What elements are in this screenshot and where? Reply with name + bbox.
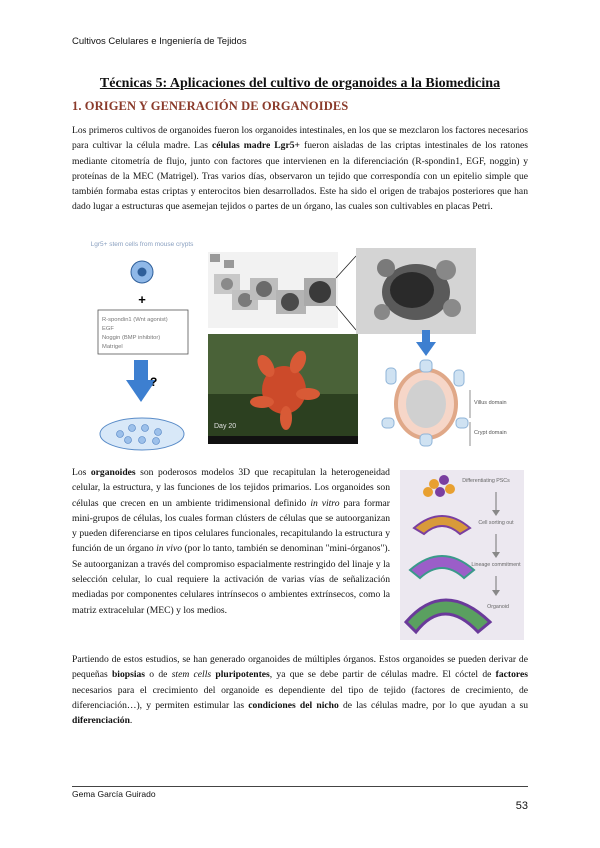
footer-divider [72, 786, 528, 787]
organoid-generation-figure [90, 234, 520, 460]
organoid-self-organization-figure [400, 470, 524, 640]
paragraph-3 [72, 652, 528, 728]
para1-text-2: fueron aisladas de las criptas intestinales de los ratones mediante citometría de flujo, junto con factores que intervienen en la diferenciación (R-spondin1, EGF, noggin) y proteínas de la MEC (Matrigel). Tras varios días, observaron un tejido que correspondía con un epitelio simple que también formaba estas criptas y enterocitos bien desarrollados. Este ha sido el origen de trabajos posteriores que han dado lugar a estructuras que asemejan tejidos o partes de un órgano, las cuales son cultivables en placas Petri. [72, 140, 528, 213]
section-heading: 1. ORIGEN Y GENERACIÓN DE ORGANOIDES [72, 99, 349, 113]
stem-cell-label: Lgr5+ stem cells from mouse crypts [90, 241, 194, 248]
para2-bold-1: organoides [90, 467, 136, 478]
paragraph-1 [72, 123, 528, 215]
step-label: Organoid [487, 604, 509, 610]
para3-text-5: necesarios para el crecimiento del organoide es dependiente del tipo de tejido (factores de crecimiento, de diferenciación…), y permiten estimular las [72, 684, 528, 711]
step-label: Lineage commitment [471, 562, 521, 568]
question-mark: ? [150, 375, 158, 389]
footer-author: Gema García Guirado [72, 789, 156, 799]
crypt-label: Crypt domain [474, 430, 507, 436]
para2-italic-1: in vitro [310, 497, 340, 509]
para2-italic-2: in vivo [156, 543, 183, 555]
para3-bold-4: condiciones del nicho [248, 699, 339, 711]
para3-bold-1: biopsias [111, 669, 146, 681]
plus-sign: + [138, 292, 146, 307]
page-title: Técnicas 5: Aplicaciones del cultivo de organoides a la Biomedicina [99, 76, 501, 91]
para3-text-4: , ya que se debe partir de células madre. El cóctel de [269, 669, 496, 681]
para3-text-1: Partiendo de estos estudios, se han generado organoides de múltiples órganos. Estos organoides se pueden derivar de pequeñas [72, 654, 528, 681]
factor-item: Matrigel [102, 344, 123, 350]
villus-label: Villus domain [474, 400, 507, 406]
factor-item: Noggin (BMP inhibitor) [102, 335, 161, 341]
crypt-villus-diagram [382, 360, 470, 446]
organoid-micrograph-image [356, 248, 476, 334]
para3-bold-2: pluripotentes [215, 669, 270, 681]
organoid-3d-render-image [208, 334, 358, 444]
micrograph-series-image [208, 252, 338, 328]
step-label: Differentiating PSCs [462, 478, 510, 484]
para2-text-3: (por lo tanto, también se denominan "mini-órganos"). Se autoorganizan a través del compromiso espacialmente restringido del linaje y la selección celular, lo cual requiere la activación de varias vías de señalización mediadas por componentes celulares intrínsecos o ambientes extrínsecos, como la matriz extracelular (MEC) y los medios. [72, 543, 390, 616]
para2-text-2: para formar mini-grupos de células, los cuales forman clústers de células que se autoorganizan y pueden diferenciarse en tipos celulares funcionales, recapitulando la estructura y función de un órgano [72, 497, 391, 555]
para1-text-1: Los primeros cultivos de organoides fueron los organoides intestinales, en los que se mezclaron los factores necesarios para cultivar la célula madre. Las [72, 125, 528, 152]
para3-bold-3: factores [495, 669, 528, 681]
para2-text-0: Los [72, 467, 91, 478]
running-header: Cultivos Celulares e Ingeniería de Tejidos [72, 36, 247, 47]
factor-item: R-spondin1 (Wnt agonist) [102, 317, 168, 323]
para1-bold-1: células madre Lgr5+ [212, 140, 300, 152]
step-label: Cell sorting out [478, 520, 514, 526]
page-number: 53 [515, 800, 528, 812]
para2-text-1: son poderosos modelos 3D que recapitulan la heterogeneidad celular, la estructura, y las funciones de los tejidos primarios. Los organoides son células que crecen en un ambiente tridimensional definido [72, 467, 390, 509]
video-day-label: Day 20 [214, 423, 237, 430]
para3-text-2: o de [145, 669, 172, 681]
para3-italic-1: stem cells [171, 669, 212, 681]
paragraph-2 [72, 465, 390, 618]
para3-text-7: . [129, 715, 133, 727]
para3-text-6: de las células madre, por lo que ayudan a su [338, 699, 529, 711]
stem-cell-icon [131, 261, 153, 283]
factor-item: EGF [102, 326, 114, 332]
para3-bold-5: diferenciación [72, 715, 130, 727]
petri-dish-icon [100, 418, 184, 450]
